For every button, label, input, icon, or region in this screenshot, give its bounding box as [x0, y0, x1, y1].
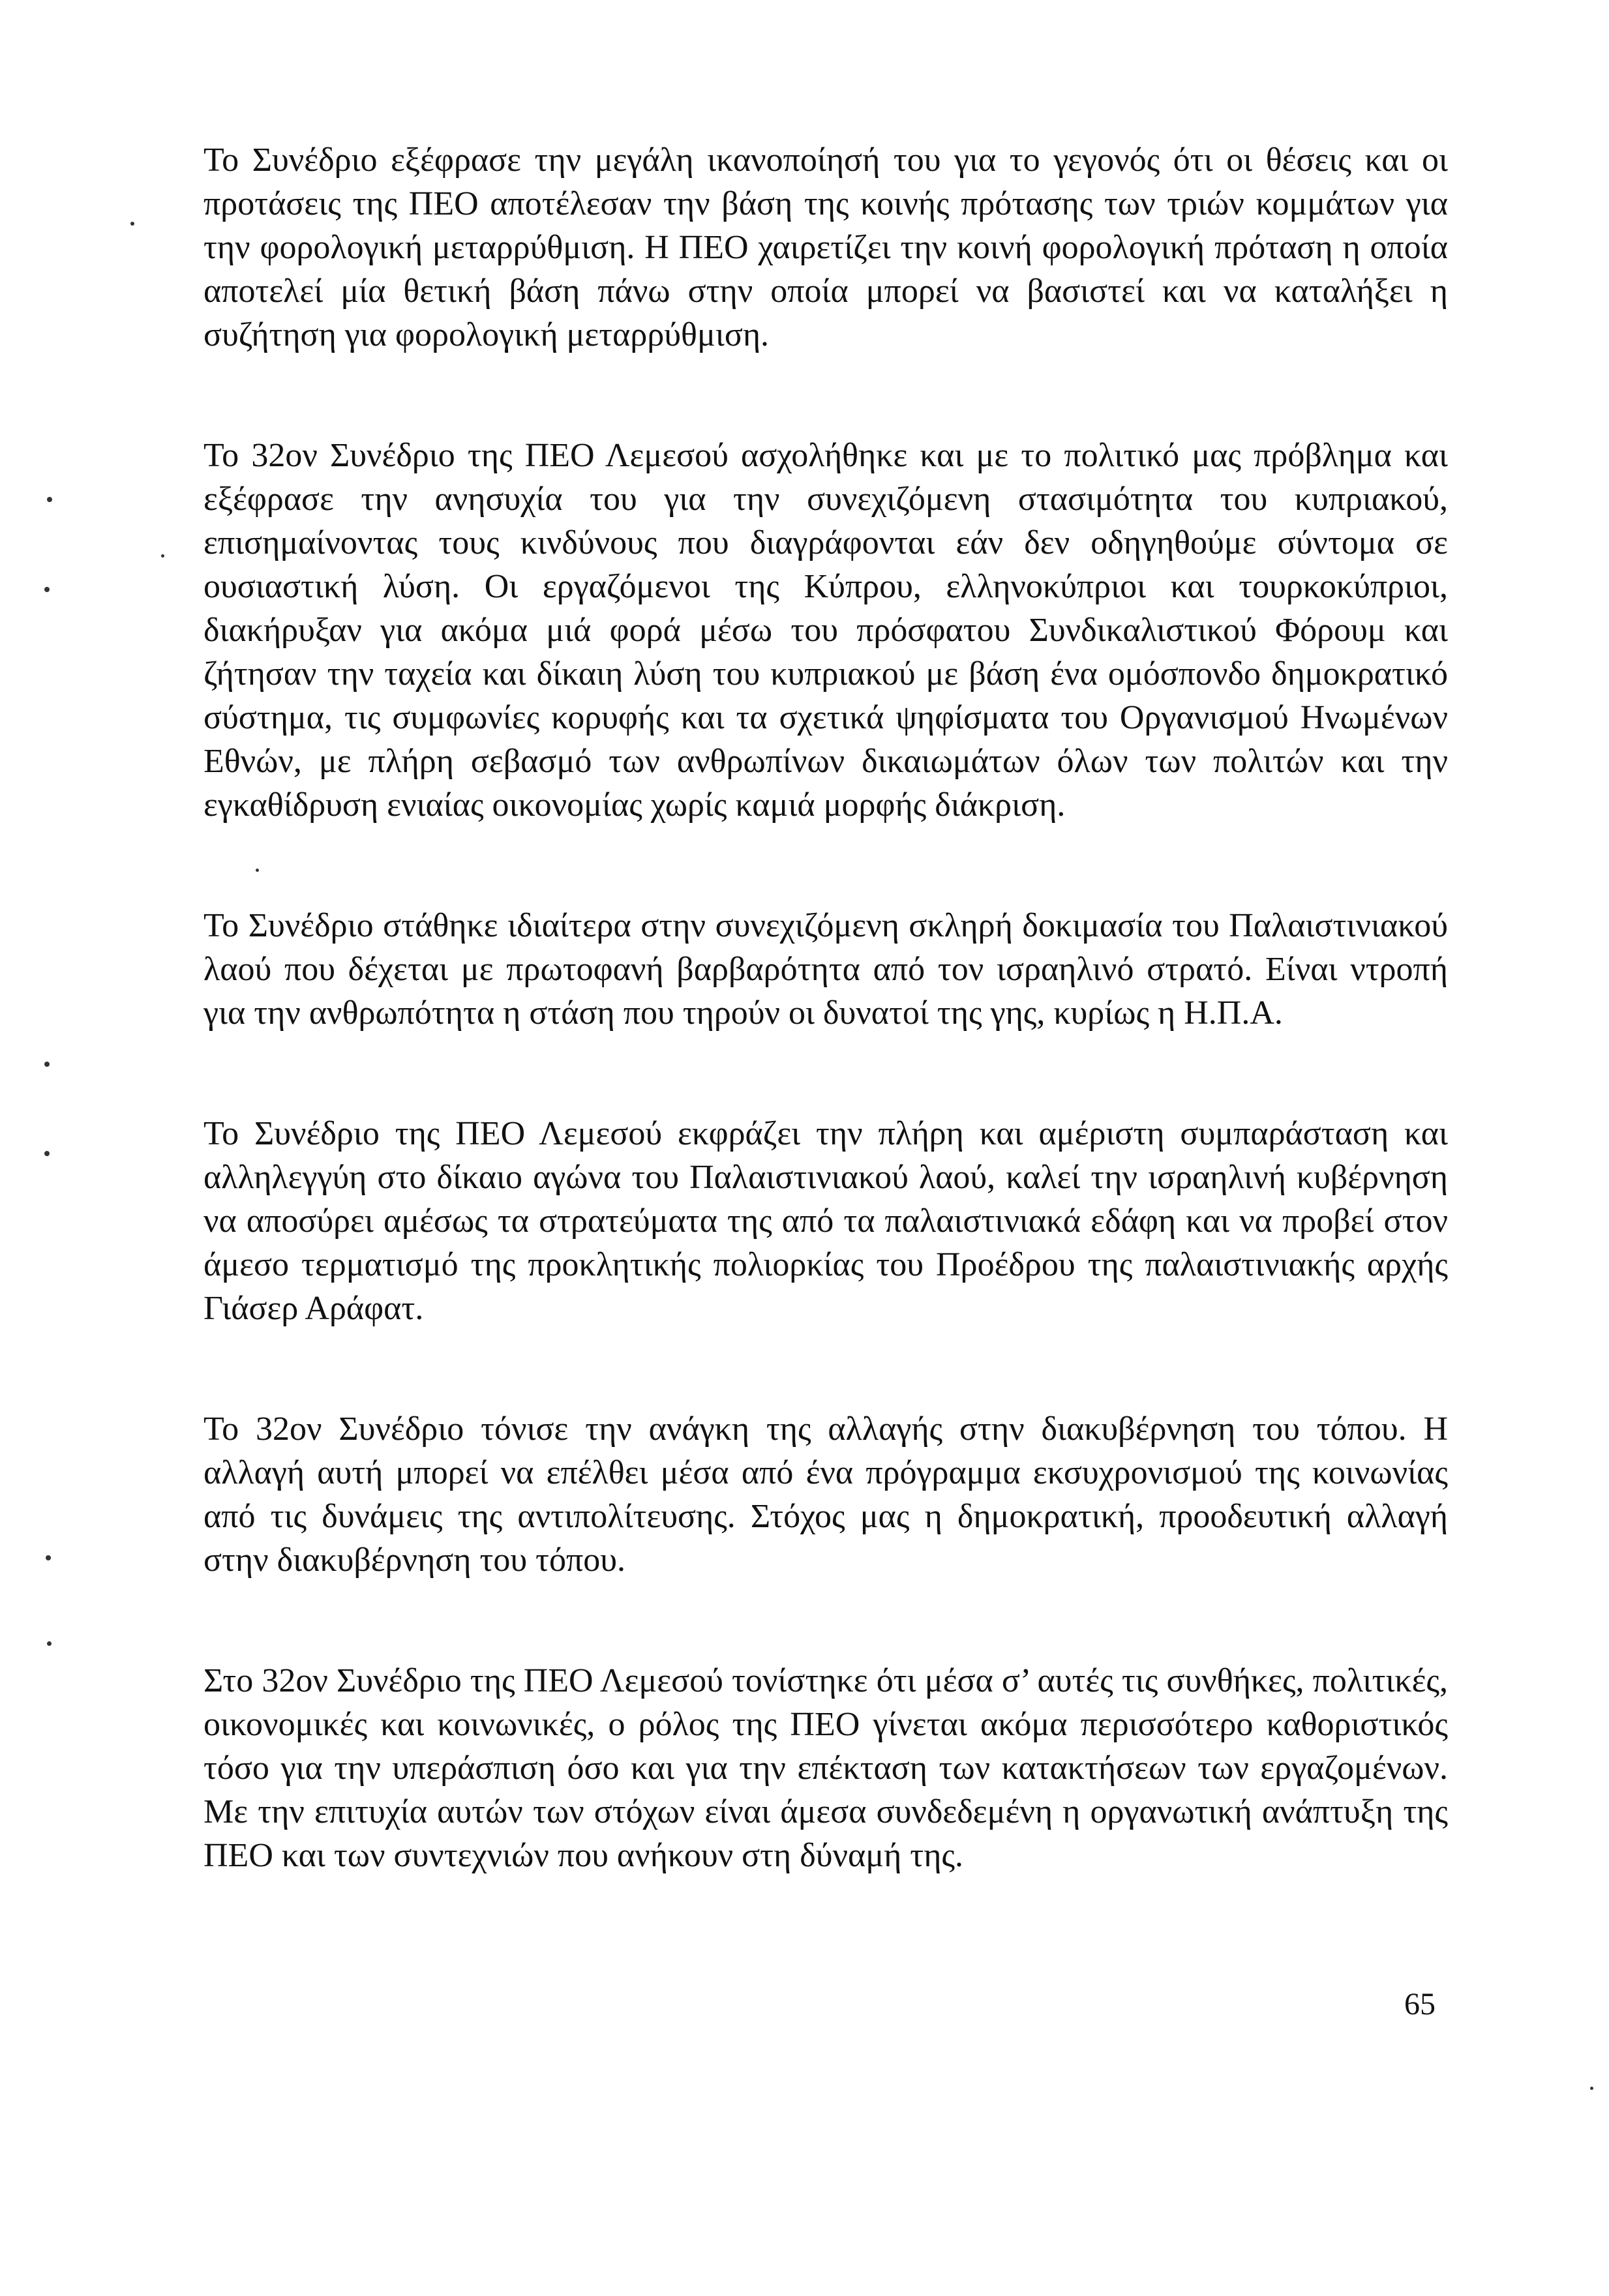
paragraph-solidarity: Το Συνέδριο της ΠΕΟ Λεμεσού εκφράζει την πλήρη και αμέριστη συμπαράσταση και αλληλεγγύη στο δίκαιο αγώνα του Παλαιστινιακού λαού, καλεί την ισραηλινή κυβέρνηση να αποσύρει αμέσως τα στρατεύματα της από τα παλαιστινιακά εδάφη και να προβεί στον άμεσο τερματισμό της προκλητικής πολιορκίας του Προέδρου της παλαιστινιακής αρχής Γιάσερ Αράφατ. — [203, 1115, 1448, 1327]
paragraph-cyprus-problem: Το 32ον Συνέδριο της ΠΕΟ Λεμεσού ασχολήθηκε και με το πολιτικό μας πρόβλημα και εξέφρασε την ανησυχία του για την συνεχιζόμενη στασιμότητα του κυπριακού, επισημαίνοντας τους κινδύνους που διαγράφονται εάν δεν οδηγηθούμε σύντομα σε ουσιαστική λύση. Οι εργαζόμενοι της Κύπρου, ελληνοκύπριοι και τουρκοκύπριοι, διακήρυξαν για ακόμα μιά φορά μέσω του πρόσφατου Συνδικαλιστικού Φόρουμ και ζήτησαν την ταχεία και δίκαιη λύση του κυπριακού με βάση ένα ομόσπονδο δημοκρατικό σύστημα, τις συμφωνίες κορυφής και τα σχετικά ψηφίσματα του Οργανισμού Ηνωμένων Εθνών, με πλήρη σεβασμό των ανθρωπίνων δικαιωμάτων όλων των πολιτών και την εγκαθίδρυση ενιαίας οικονομίας χωρίς καμιά μορφής διάκριση. — [203, 437, 1448, 824]
scan-speck — [44, 587, 50, 592]
paragraph-peo-role: Στο 32ον Συνέδριο της ΠΕΟ Λεμεσού τονίστηκε ότι μέσα σ’ αυτές τις συνθήκες, πολιτικές, οικονομικές και κοινωνικές, ο ρόλος της ΠΕΟ γίνεται ακόμα περισσότερο καθοριστικός τόσο για την υπεράσπιση όσο και για την επέκταση των κατακτήσεων των εργαζομένων. Με την επιτυχία αυτών των στόχων είναι άμεσα συνδεδεμένη η οργανωτική ανάπτυξη της ΠΕΟ και των συντεχνιών που ανήκουν στη δύναμή της. — [203, 1662, 1448, 1874]
scan-speck — [47, 1641, 52, 1646]
scan-speck — [44, 1062, 50, 1067]
paragraph-tax-reform: Το Συνέδριο εξέφρασε την μεγάλη ικανοποίησή του για το γεγονός ότι οι θέσεις και οι προτάσεις της ΠΕΟ αποτέλεσαν την βάση της κοινής πρότασης των τριών κομμάτων για την φορολογική μεταρρύθμιση. Η ΠΕΟ χαιρετίζει την κοινή φορολογική πρόταση η οποία αποτελεί μία θετική βάση πάνω στην οποία μπορεί να βασιστεί και να καταλήξει η συζήτηση για φορολογική μεταρρύθμιση. — [203, 142, 1448, 353]
scan-speck — [47, 497, 52, 502]
page-number: 65 — [1404, 1987, 1436, 2021]
paragraph-palestinian-people: Το Συνέδριο στάθηκε ιδιαίτερα στην συνεχιζόμενη σκληρή δοκιμασία του Παλαιστινιακού λαού που δέχεται με πρωτοφανή βαρβαρότητα από τον ισραηλινό στρατό. Είναι ντροπή για την ανθρωπότητα η στάση που τηρούν οι δυνατοί της γης, κυρίως η Η.Π.Α. — [203, 907, 1448, 1032]
scan-speck — [1590, 2087, 1593, 2090]
scan-speck — [130, 222, 134, 226]
scan-speck — [161, 554, 164, 558]
scan-speck — [256, 869, 259, 872]
scan-speck — [46, 1555, 51, 1560]
paragraph-governance-change: Το 32ον Συνέδριο τόνισε την ανάγκη της αλλαγής στην διακυβέρνηση του τόπου. Η αλλαγή αυτή μπορεί να επέλθει μέσα από ένα πρόγραμμα εκσυχρονισμού της κοινωνίας από τις δυνάμεις της αντιπολίτευσης. Στόχος μας η δημοκρατική, προοδευτική αλλαγή στην διακυβέρνηση του τόπου. — [203, 1410, 1448, 1579]
scan-speck — [44, 1151, 50, 1156]
body-text — [203, 138, 1448, 1877]
